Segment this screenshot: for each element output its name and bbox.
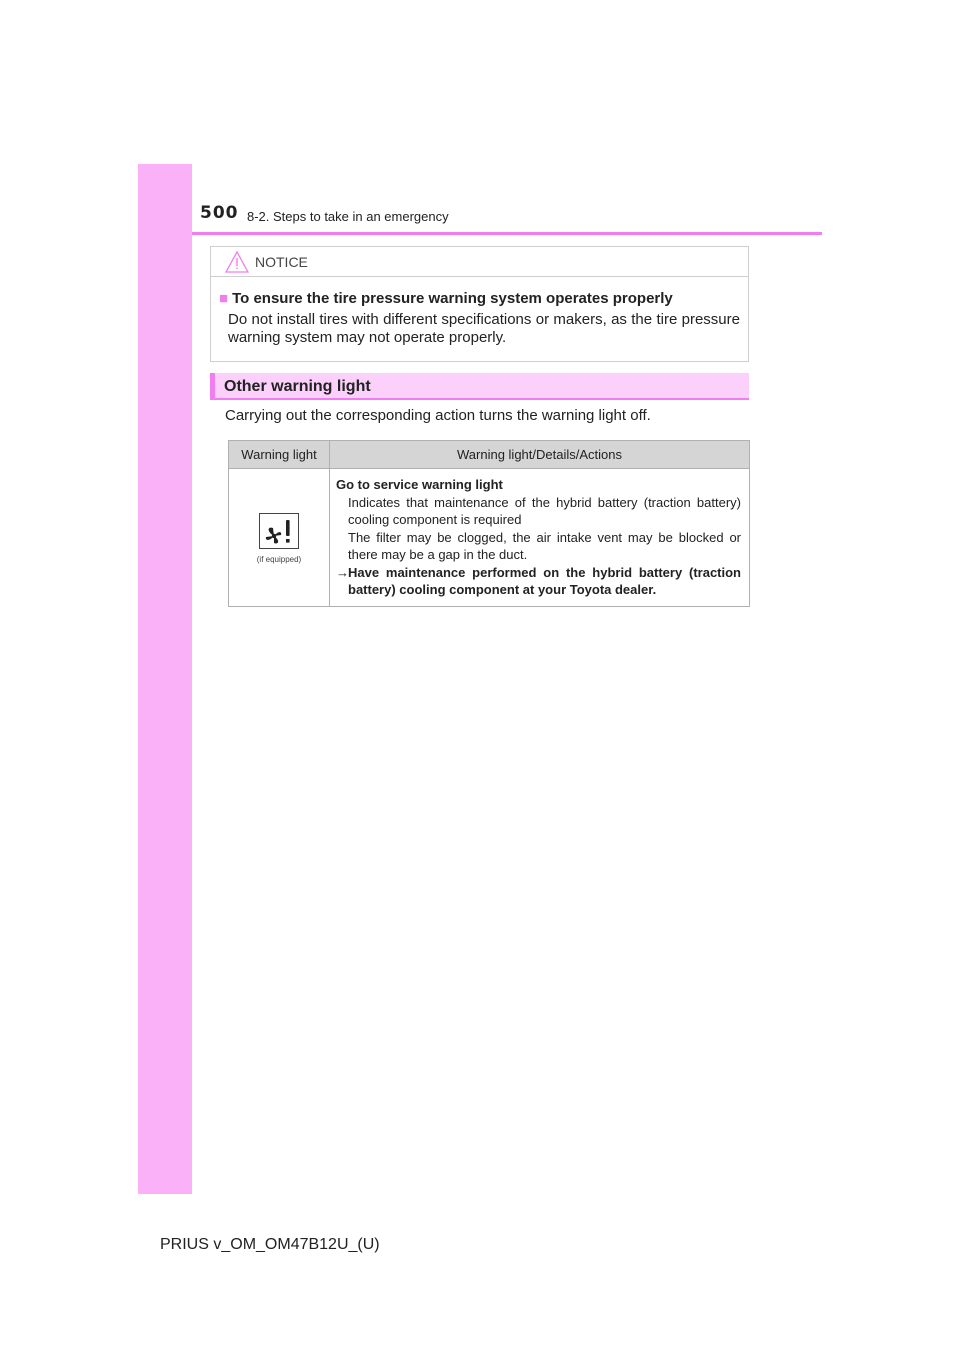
bullet-square-icon: ■ [219, 290, 229, 307]
section-title: Other warning light [224, 378, 371, 395]
arrow-right-icon: → [336, 564, 349, 580]
warning-light-action-text: Have maintenance performed on the hybrid battery (traction battery) cooling component at your Toyota dealer. [348, 564, 741, 597]
warning-light-details-cell [330, 469, 750, 607]
warning-light-title: Go to service warning light [336, 477, 503, 492]
notice-heading [219, 290, 673, 307]
column-header-details: Warning light/Details/Actions [330, 441, 750, 469]
notice-label: NOTICE [255, 254, 308, 270]
footer-document-code: PRIUS v_OM_OM47B12U_(U) [160, 1236, 380, 1253]
table-row [229, 469, 750, 607]
column-header-warning-light: Warning light [229, 441, 330, 469]
go-to-service-warning-icon [262, 516, 296, 546]
notice-box [210, 246, 749, 362]
warning-triangle-icon [225, 251, 249, 273]
section-heading-bar [210, 373, 749, 400]
notice-header [211, 247, 748, 277]
page-number: 500 [200, 203, 239, 223]
table-header-row [229, 441, 750, 469]
section-breadcrumb: 8-2. Steps to take in an emergency [247, 209, 449, 224]
notice-body: Do not install tires with different specifications or makers, as the tire pressure warning system may not operate properly. [228, 311, 740, 346]
notice-heading-text: To ensure the tire pressure warning system operates properly [232, 290, 673, 307]
side-color-band [138, 164, 192, 1194]
header-rule [192, 232, 822, 235]
warning-light-table [228, 440, 750, 607]
warning-light-action [336, 564, 741, 599]
warning-light-icon-cell [229, 469, 330, 607]
section-intro: Carrying out the corresponding action turns the warning light off. [225, 407, 651, 424]
warning-light-detail-2: The filter may be clogged, the air intake vent may be blocked or there may be a gap in the duct. [348, 529, 741, 562]
if-equipped-note: (if equipped) [256, 554, 302, 564]
warning-light-frame [259, 513, 299, 549]
warning-light-detail-1: Indicates that maintenance of the hybrid battery (traction battery) cooling component is required [348, 494, 741, 527]
